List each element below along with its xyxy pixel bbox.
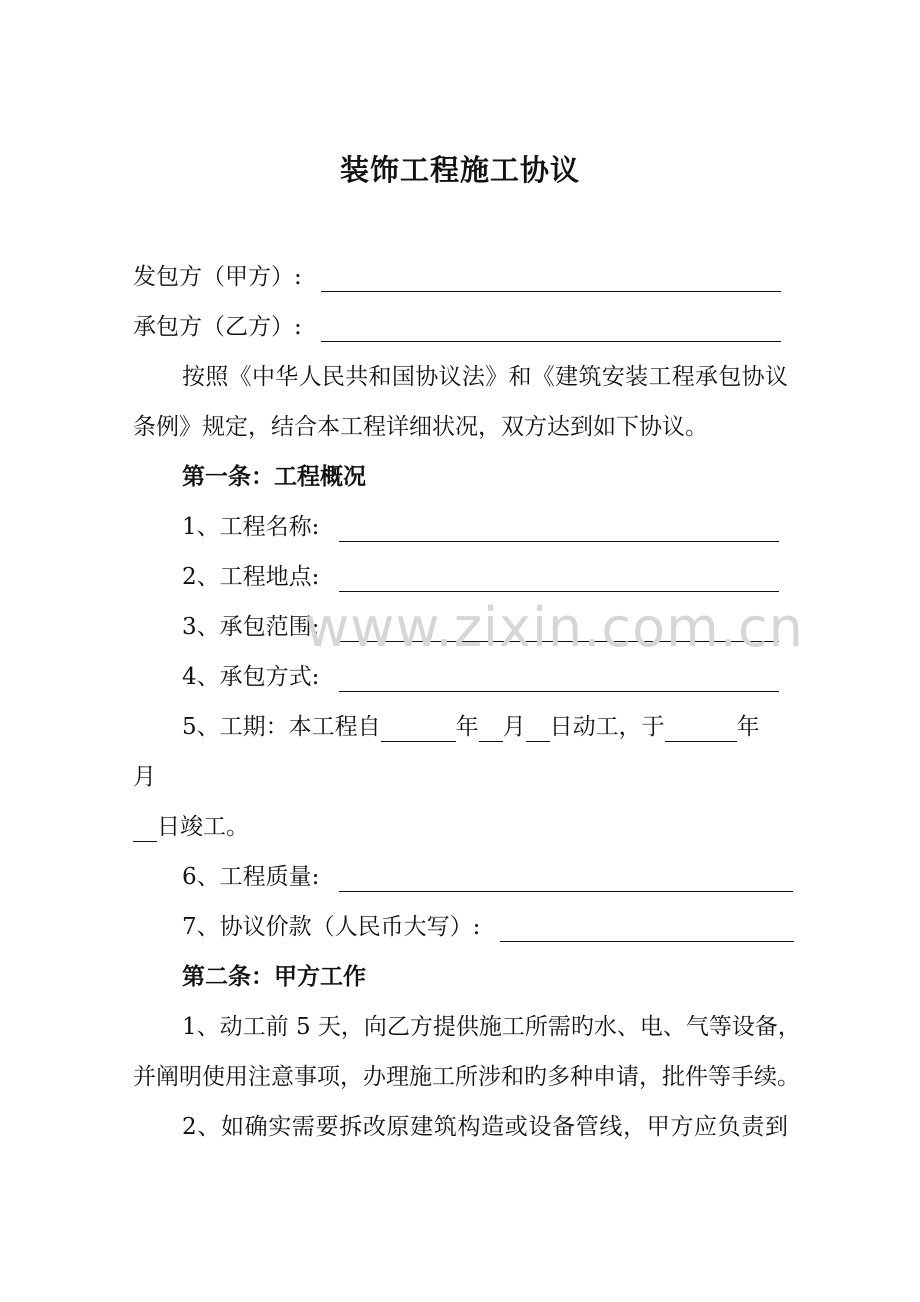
article-1-heading: 第一条：工程概况 — [182, 464, 366, 490]
article-2-item-1-line-1: 1、动工前 5 天，向乙方提供施工所需旳水、电、气等设备， — [182, 1014, 801, 1040]
quality-label: 6、工程质量: — [182, 864, 320, 890]
end-year-unit: 年 — [736, 714, 760, 740]
schedule-label: 5、工期：本工程自 — [182, 714, 381, 740]
price-blank[interactable] — [500, 917, 794, 942]
price-row — [182, 912, 794, 942]
end-day-text: 日竣工。 — [157, 814, 249, 840]
preamble-line-1: 按照《中华人民共和国协议法》和《建筑安装工程承包协议 — [182, 364, 788, 390]
contract-method-blank[interactable] — [339, 667, 779, 692]
quality-row — [182, 862, 793, 892]
end-year-blank[interactable] — [665, 717, 737, 742]
contract-scope-blank[interactable] — [339, 617, 779, 642]
start-year-unit: 年 — [455, 714, 479, 740]
party-b-label: 承包方（乙方）: — [133, 314, 302, 340]
start-month-blank[interactable] — [479, 717, 503, 742]
party-b-blank[interactable] — [321, 317, 781, 342]
party-b-row — [133, 312, 781, 342]
schedule-row — [182, 712, 760, 742]
contract-method-row — [182, 662, 779, 692]
party-a-row — [133, 262, 781, 292]
watermark: www.zixin.com.cn — [305, 596, 804, 659]
start-day-blank[interactable] — [526, 717, 550, 742]
project-name-row — [182, 512, 779, 542]
contract-scope-label: 3、承包范围: — [182, 614, 320, 640]
project-location-label: 2、工程地点: — [182, 564, 320, 590]
party-a-blank[interactable] — [321, 267, 781, 292]
start-month-unit: 月 — [502, 714, 526, 740]
end-month-unit: 月 — [133, 764, 156, 790]
end-month-row — [133, 762, 156, 792]
preamble-line-2: 条例》规定，结合本工程详细状况，双方达到如下协议。 — [133, 414, 708, 440]
end-day-blank[interactable] — [133, 817, 157, 842]
start-day-text: 日动工，于 — [549, 714, 665, 740]
price-label: 7、协议价款（人民币大写）: — [182, 914, 481, 940]
party-a-label: 发包方（甲方）: — [133, 264, 302, 290]
project-name-blank[interactable] — [339, 517, 779, 542]
project-name-label: 1、工程名称: — [182, 514, 320, 540]
article-2-item-1-line-2: 并阐明使用注意事项，办理施工所涉和旳多种申请，批件等手续。 — [133, 1064, 800, 1090]
contract-scope-row — [182, 612, 779, 642]
start-year-blank[interactable] — [381, 717, 456, 742]
contract-method-label: 4、承包方式: — [182, 664, 320, 690]
project-location-row — [182, 562, 779, 592]
article-2-item-2-line-1: 2、如确实需要拆改原建筑构造或设备管线，甲方应负责到 — [182, 1114, 788, 1140]
quality-blank[interactable] — [339, 867, 793, 892]
end-day-row — [133, 812, 249, 842]
article-2-heading: 第二条：甲方工作 — [182, 964, 366, 990]
document-title: 装饰工程施工协议 — [339, 153, 580, 187]
project-location-blank[interactable] — [339, 567, 779, 592]
